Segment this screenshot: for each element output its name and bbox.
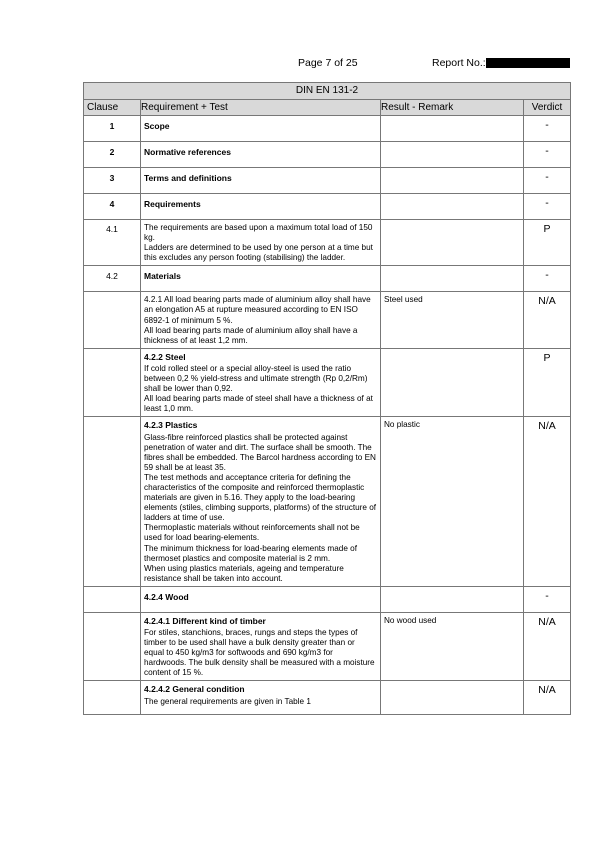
- verdict: N/A: [524, 612, 571, 681]
- verdict: P: [524, 348, 571, 417]
- redacted-report-number: [486, 58, 570, 68]
- clause-number: 1: [84, 116, 141, 142]
- requirement-title: Requirements: [144, 199, 201, 209]
- result-remark: Steel used: [381, 292, 524, 348]
- requirement-title: 4.2.3 Plastics: [144, 420, 198, 431]
- page-number: Page 7 of 25: [298, 57, 358, 69]
- clause-number: [84, 292, 141, 348]
- table-row: [84, 194, 571, 220]
- verdict: -: [524, 142, 571, 168]
- table-row: [84, 586, 571, 612]
- table-row: [84, 417, 571, 587]
- table-row: [84, 142, 571, 168]
- table-body: [84, 116, 571, 715]
- requirement-text: The requirements are based upon a maximum total load of 150 kg. Ladders are determined to be used by one person at a time but this excludes any person footing (stabilising) the ladder.: [144, 223, 373, 263]
- verdict: -: [524, 116, 571, 142]
- requirement-cell: [141, 266, 381, 292]
- verdict: -: [524, 266, 571, 292]
- clause-number: [84, 681, 141, 715]
- table-row: [84, 292, 571, 348]
- requirement-cell: [141, 116, 381, 142]
- table-row: [84, 168, 571, 194]
- verdict: N/A: [524, 681, 571, 715]
- requirement-cell: [141, 612, 381, 681]
- requirement-cell: [141, 417, 381, 587]
- clause-number: 4.2: [84, 266, 141, 292]
- verdict: -: [524, 586, 571, 612]
- clause-number: 4.1: [84, 220, 141, 266]
- requirement-cell: [141, 348, 381, 417]
- requirement-text: The general requirements are given in Table 1: [144, 696, 311, 706]
- verdict: P: [524, 220, 571, 266]
- requirement-text: For stiles, stanchions, braces, rungs and steps the types of timber to be used shall have a bulk density greater than or equal to 450 kg/m3 for softwoods and 690 kg/m3 for hardwoods. The bulk density shall be measured with a moisture content of 15 %.: [144, 628, 375, 678]
- result-remark: [381, 681, 524, 715]
- clause-number: [84, 586, 141, 612]
- result-remark: [381, 168, 524, 194]
- result-column-header: Result - Remark: [381, 100, 524, 116]
- result-remark: [381, 220, 524, 266]
- verdict: -: [524, 168, 571, 194]
- table-row: [84, 116, 571, 142]
- clause-number: 2: [84, 142, 141, 168]
- requirement-title: 4.2.2 Steel: [144, 351, 186, 362]
- result-remark: No plastic: [381, 417, 524, 587]
- page-header: [0, 57, 600, 71]
- requirement-text: 4.2.1 All load bearing parts made of aluminium alloy shall have an elongation A5 at rupture measured according to EN ISO 6892-1 of minimum 5 %. All load bearing parts made of aluminium alloy shall have a thickness of at least 1,2 mm.: [144, 295, 371, 345]
- requirement-text: If cold rolled steel or a special alloy-steel is used the ratio between 0,2 % yield-stress and ultimate strength (Rp 0,2/Rm) shall be lower than 0,92. All load bearing parts made of steel shall have a thickness of at least 1,0 mm.: [144, 363, 373, 414]
- table-row: [84, 266, 571, 292]
- result-remark: No wood used: [381, 612, 524, 681]
- clause-number: [84, 417, 141, 587]
- requirement-text: Glass-fibre reinforced plastics shall be protected against penetration of water and dirt. The surface shall be smooth. The fibres shall be embedded. The Barcol hardness according to EN 59 shall be at least 35. The test methods and acceptance criteria for defining the characteristics of the composite and reinforced thermoplastic materials are given in 5.16. They apply to the load-bearing elements (stiles, climbing supports, platforms) of the structure of ladders at time of use. Thermoplastic materials without reinforcements shall not be used for load bearing-elements. The minimum thickness for load-bearing elements made of thermoset plastics and composite material is 2 mm. When using plastics materials, ageing and temperature resistance shall be taken into account.: [144, 432, 377, 583]
- result-remark: [381, 586, 524, 612]
- table-row: [84, 220, 571, 266]
- result-remark: [381, 116, 524, 142]
- requirement-title: Normative references: [144, 147, 231, 157]
- test-report-table: [83, 82, 571, 715]
- requirement-title: Materials: [144, 271, 181, 282]
- table-header: [84, 100, 571, 116]
- result-remark: [381, 194, 524, 220]
- clause-number: 3: [84, 168, 141, 194]
- report-number-label: Report No.:: [432, 57, 486, 69]
- result-remark: [381, 348, 524, 417]
- verdict-column-header: Verdict: [524, 100, 571, 116]
- clause-number: [84, 348, 141, 417]
- requirement-title: Terms and definitions: [144, 173, 232, 183]
- result-remark: [381, 266, 524, 292]
- requirement-title: 4.2.4 Wood: [144, 591, 189, 602]
- clause-number: [84, 612, 141, 681]
- result-remark: [381, 142, 524, 168]
- requirement-cell: [141, 168, 381, 194]
- requirement-cell: [141, 681, 381, 715]
- verdict: -: [524, 194, 571, 220]
- requirement-cell: [141, 142, 381, 168]
- requirement-title: Scope: [144, 121, 170, 131]
- requirement-cell: [141, 586, 381, 612]
- verdict: N/A: [524, 417, 571, 587]
- requirement-cell: [141, 292, 381, 348]
- table-row: [84, 681, 571, 715]
- table-row: [84, 612, 571, 681]
- requirement-cell: [141, 194, 381, 220]
- table-row: [84, 348, 571, 417]
- verdict: N/A: [524, 292, 571, 348]
- clause-column-header: Clause: [84, 100, 141, 116]
- requirement-title: 4.2.4.1 Different kind of timber: [144, 615, 266, 626]
- requirement-title: 4.2.4.2 General condition: [144, 684, 245, 695]
- standard-title: DIN EN 131-2: [84, 83, 571, 100]
- clause-number: 4: [84, 194, 141, 220]
- requirement-column-header: Requirement + Test: [141, 100, 381, 116]
- requirement-cell: [141, 220, 381, 266]
- standard-row: [84, 83, 571, 100]
